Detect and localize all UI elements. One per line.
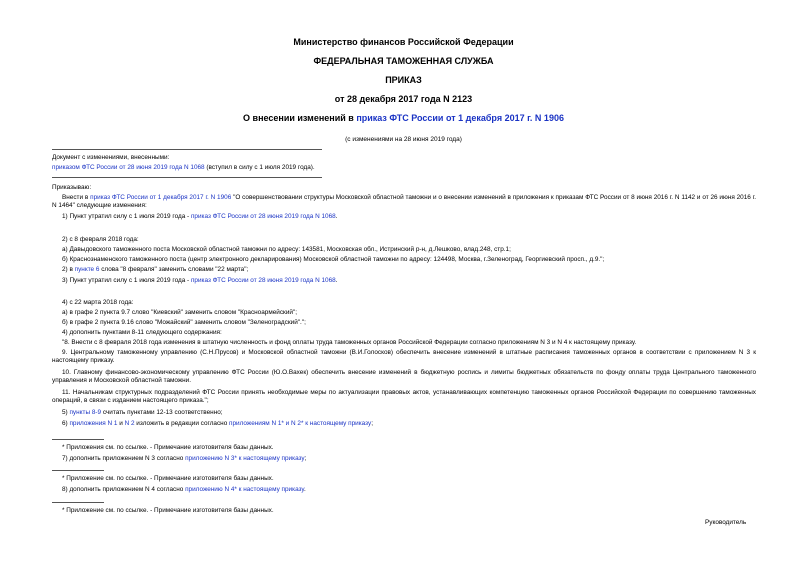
footnote-divider (52, 502, 104, 503)
footnote-2: * Приложение см. по ссылке. - Примечание изготовителя базы данных. (62, 475, 274, 482)
item-7-link[interactable]: приложению N 3* к настоящему приказу (185, 455, 305, 462)
paragraph-9: 9. Центральному таможенному управлению (С.Н.Прусов) и Московской областной таможни (В.И.Голосков) обеспечить внесение изменений в штатные расписания таможенных органов в соответствии с приложением N 3 к настоящему приказу. (52, 349, 756, 364)
item-6: 6) приложения N 1 и N 2 изложить в редакции согласно приложениям N 1* и N 2* к настоящему приказу; (62, 420, 373, 427)
item-2: 2) с 8 февраля 2018 года: (62, 236, 139, 243)
item-8-link[interactable]: приложению N 4* к настоящему приказу (185, 486, 304, 493)
order-word: Приказываю: (52, 184, 92, 191)
divider (52, 177, 322, 178)
item-7: 7) дополнить приложением N 3 согласно приложению N 3* к настоящему приказу; (62, 455, 307, 462)
revision-note: (с изменениями на 28 июня 2019 года) (345, 136, 462, 143)
footnote-divider (52, 439, 104, 440)
divider (52, 149, 322, 150)
service-heading: ФЕДЕРАЛЬНАЯ ТАМОЖЕННАЯ СЛУЖБА (313, 56, 494, 66)
item-5: 5) пункты 8-9 считать пунктами 12-13 соответственно; (62, 409, 223, 416)
footnote-3: * Приложение см. по ссылке. - Примечание изготовителя базы данных. (62, 507, 274, 514)
item-6-link-1[interactable]: приложения N 1 (69, 420, 118, 427)
item-4c: 4) дополнить пунктами 8-11 следующего содержания: (62, 329, 222, 336)
item-5-link[interactable]: пункты 8-9 (69, 409, 102, 416)
item-4a: а) в графе 2 пункта 9.7 слово "Киевский" заменить словом "Красноармейский"; (62, 309, 298, 316)
paragraph-10: 10. Главному финансово-экономическому управлению ФТС России (Ю.О.Вахек) обеспечить внесение изменений в бюджетную роспись и лимиты бюджетных обязательств по фонду оплаты труда Центрального таможенного управления и Московской областной таможни. (52, 369, 756, 384)
item-3-link[interactable]: приказ ФТС России от 28 июня 2019 года N 1068 (190, 277, 336, 284)
item-2v: 2) в пункте 6 слова "8 февраля" заменить словами "22 марта"; (62, 266, 249, 273)
changes-label: Документ с изменениями, внесенными: (52, 154, 170, 161)
order-link[interactable]: приказ ФТС России от 1 декабря 2017 г. N 1906 (90, 194, 232, 201)
item-2v-link[interactable]: пункте 6 (74, 266, 100, 273)
footnote-1: * Приложения см. по ссылке. - Примечание изготовителя базы данных. (62, 444, 274, 451)
item-3: 3) Пункт утратил силу с 1 июля 2019 года - приказ ФТС России от 28 июня 2019 года N 1068. (62, 277, 338, 284)
item-6-link-3[interactable]: приложениям N 1* и N 2* к настоящему приказу (229, 420, 372, 427)
ministry-heading: Министерство финансов Российской Федерации (293, 37, 514, 47)
item-2a: а) Давыдовского таможенного поста Московской областной таможни по адресу: 143581, Московская обл., Истринский р-н, д.Лешково, влад.248, стр.1; (62, 246, 511, 253)
paragraph-intro: Внести в приказ ФТС России от 1 декабря 2017 г. N 1906 "О совершенствовании структуры Московской областной таможни и о внесении изменений в приложения к приказам ФТС России от 8 июня 2016 г. N 1142 и от 26 июня 2016 г. N 1464" следующие изменения: (52, 194, 756, 209)
doc-type-heading: ПРИКАЗ (385, 75, 422, 85)
item-1-link[interactable]: приказ ФТС России от 28 июня 2019 года N 1068 (190, 213, 336, 220)
changes-link[interactable]: приказом ФТС России от 28 июня 2019 года N 1068 (52, 164, 205, 171)
title-link[interactable]: приказ ФТС России от 1 декабря 2017 г. N 1906 (356, 113, 564, 123)
paragraph-8: "8. Внести с 8 февраля 2018 года изменения в штатную численность и фонд оплаты труда таможенных органов Российской Федерации согласно приложениям N 3 и N 4 к настоящему приказу. (62, 339, 637, 346)
item-8: 8) дополнить приложением N 4 согласно приложению N 4* к настоящему приказу. (62, 486, 306, 493)
signature: Руководитель (705, 519, 747, 526)
changes-line: приказом ФТС России от 28 июня 2019 года N 1068 (вступил в силу с 1 июля 2019 года). (52, 164, 315, 171)
footnote-divider (52, 470, 104, 471)
date-number-heading: от 28 декабря 2017 года N 2123 (334, 94, 473, 104)
item-6-link-2[interactable]: N 2 (124, 420, 135, 427)
paragraph-11: 11. Начальникам структурных подразделений ФТС России принять необходимые меры по актуализации правовых актов, устанавливающих компетенцию таможенных органов Российской Федерации по совершению таможенных операций, в связи с изданием настоящего приказа."; (52, 389, 756, 404)
item-4b: б) в графе 2 пункта 9.16 слово "Можайский" заменить словом "Зеленоградский"."; (62, 319, 306, 326)
document-title: О внесении изменений в приказ ФТС России от 1 декабря 2017 г. N 1906 (243, 113, 564, 123)
item-1: 1) Пункт утратил силу с 1 июля 2019 года - приказ ФТС России от 28 июня 2019 года N 1068. (62, 213, 338, 220)
item-4: 4) с 22 марта 2018 года: (62, 299, 134, 306)
item-2b: б) Краснознаменского таможенного поста (центр электронного декларирования) Московской областной таможни по адресу: 124498, Москва, г.Зеленоград, Георгиевский просп., д.9."; (62, 256, 605, 263)
